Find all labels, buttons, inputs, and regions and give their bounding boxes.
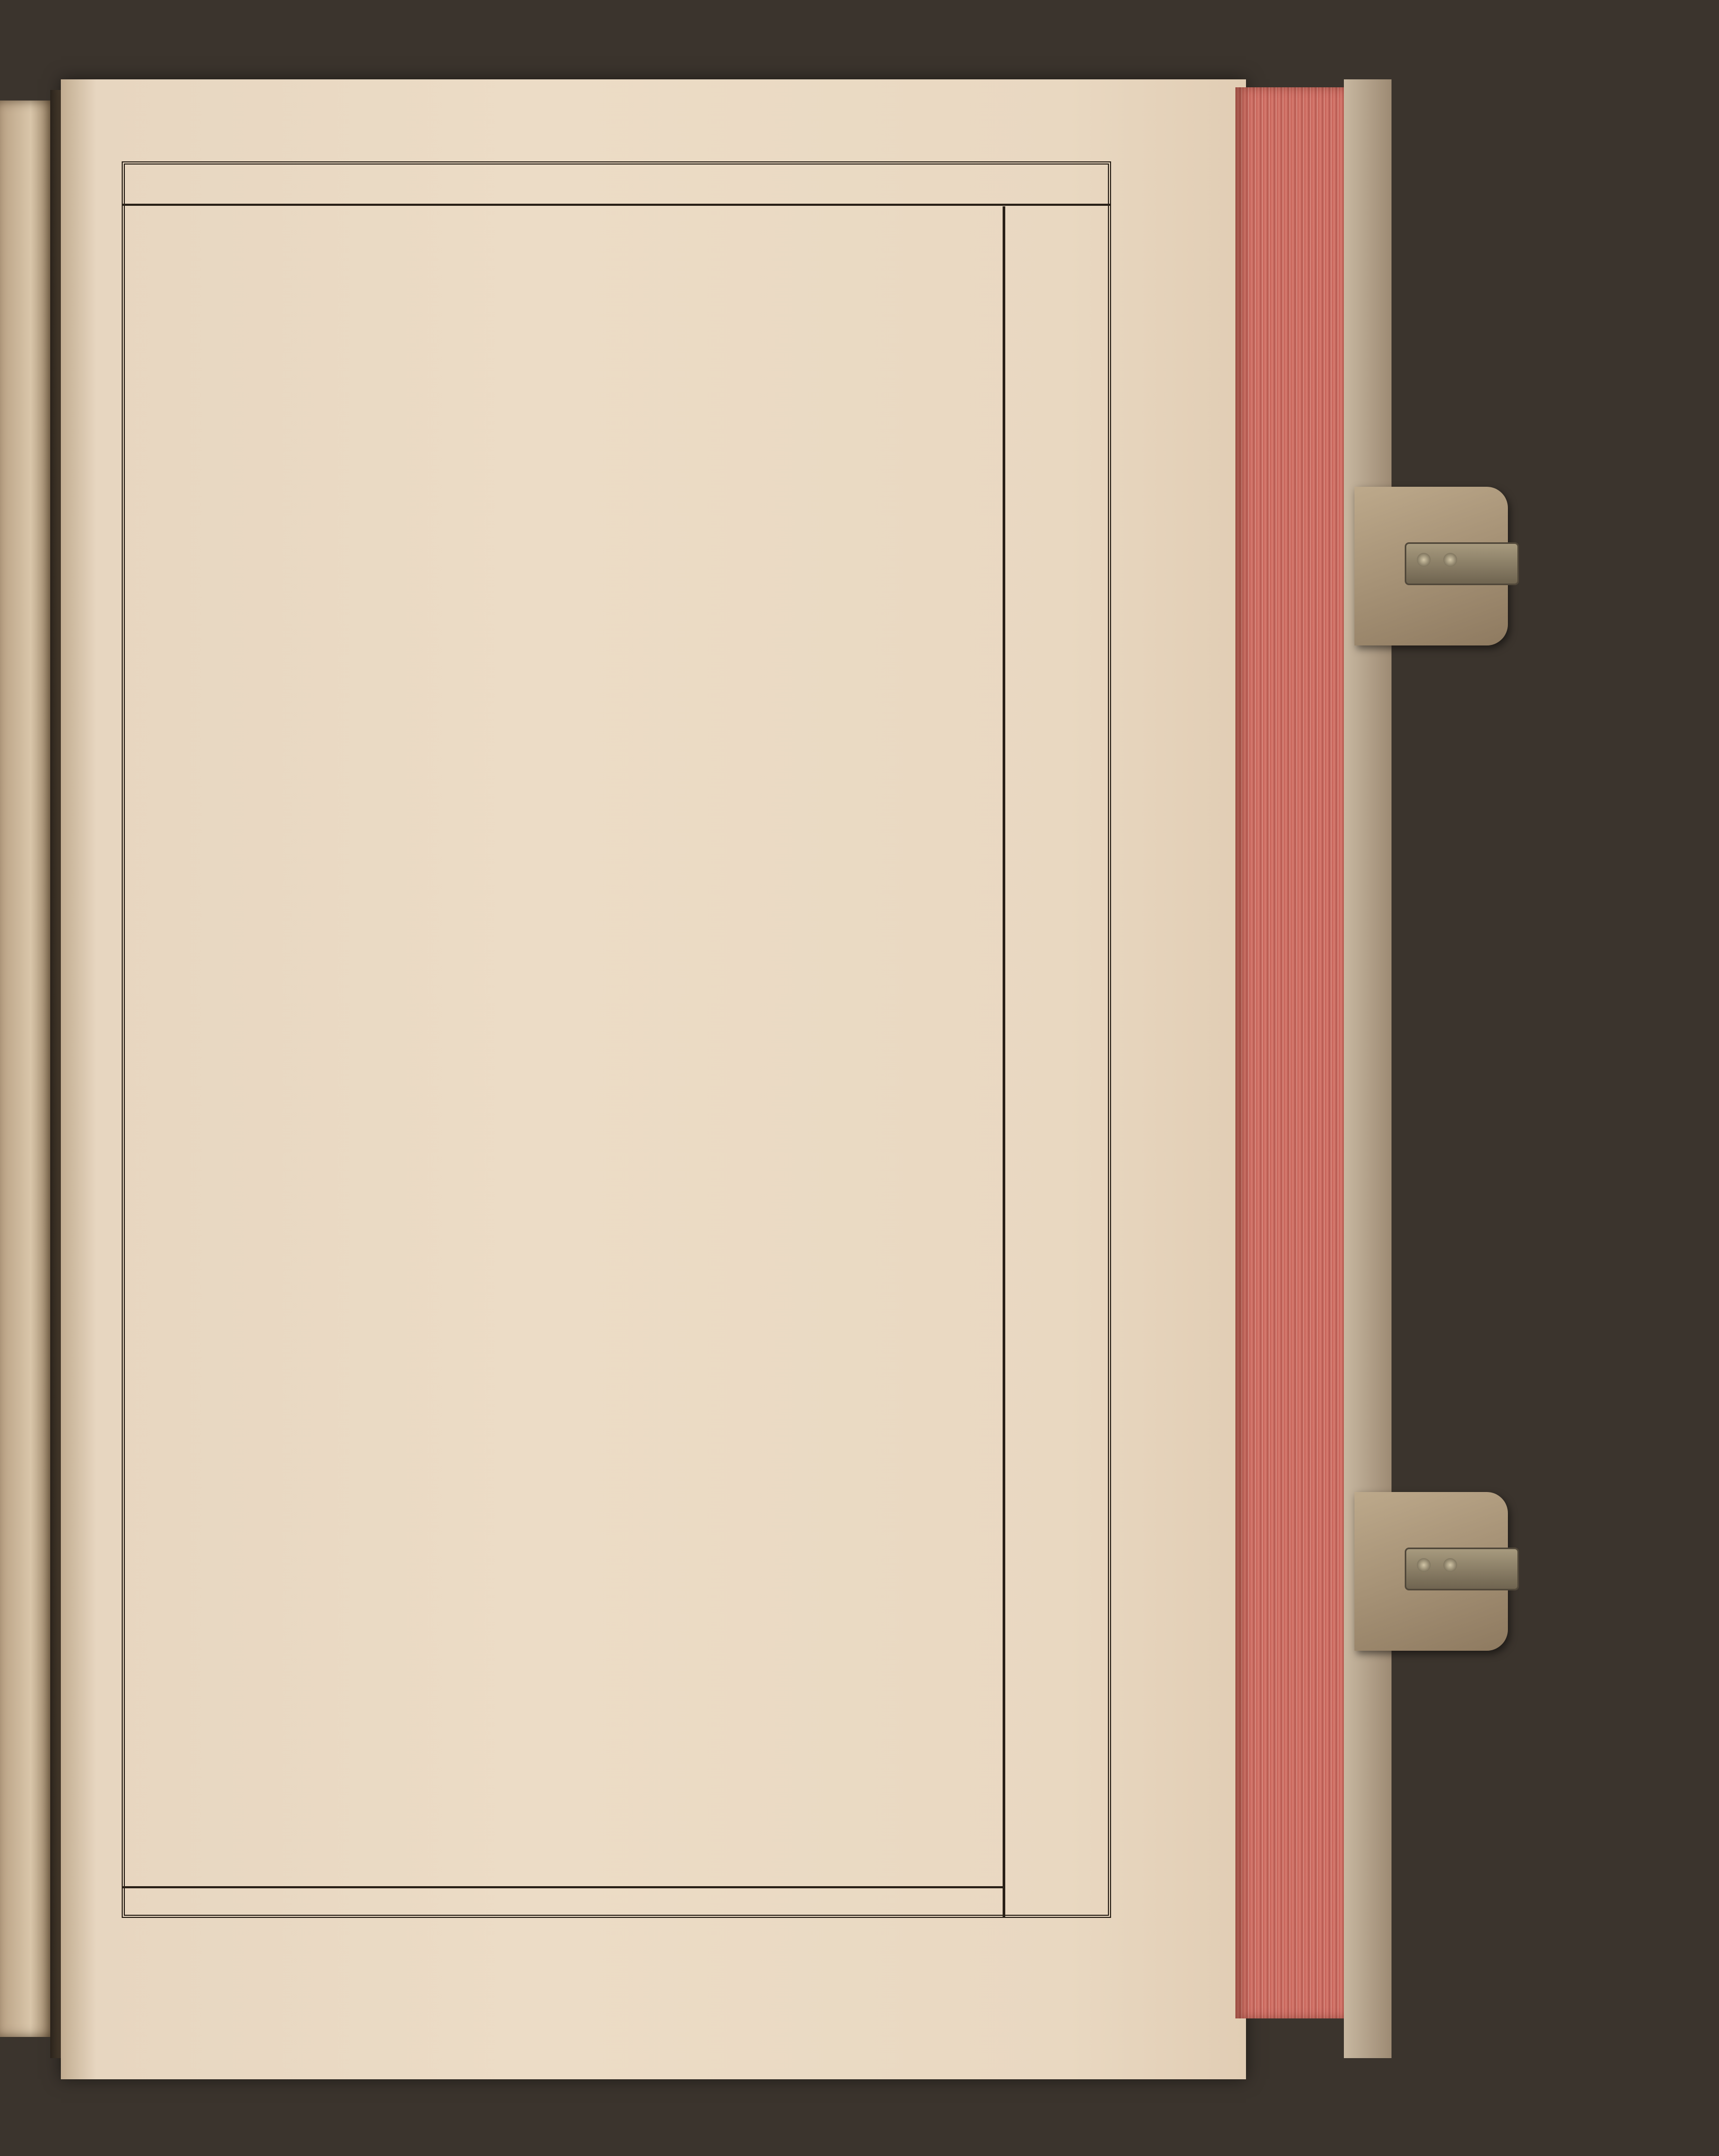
- cover-board: [1344, 79, 1391, 2058]
- lower-clasp: [1354, 1492, 1508, 1651]
- clasp-rivet: [1443, 1558, 1457, 1572]
- left-page-edge: [0, 101, 56, 2037]
- footer-rule: [122, 1886, 1005, 1888]
- clasp-rivet: [1443, 553, 1457, 567]
- red-page-edges: [1235, 87, 1349, 2018]
- clasp-rivet: [1417, 553, 1431, 567]
- page-frame: [122, 161, 1111, 1918]
- header-rule: [122, 204, 1111, 206]
- clasp-rivet: [1417, 1558, 1431, 1572]
- paragraph-gap: [133, 217, 993, 255]
- main-text: [133, 217, 993, 310]
- upper-clasp: [1354, 487, 1508, 645]
- margin-column-rule: [1003, 206, 1005, 1918]
